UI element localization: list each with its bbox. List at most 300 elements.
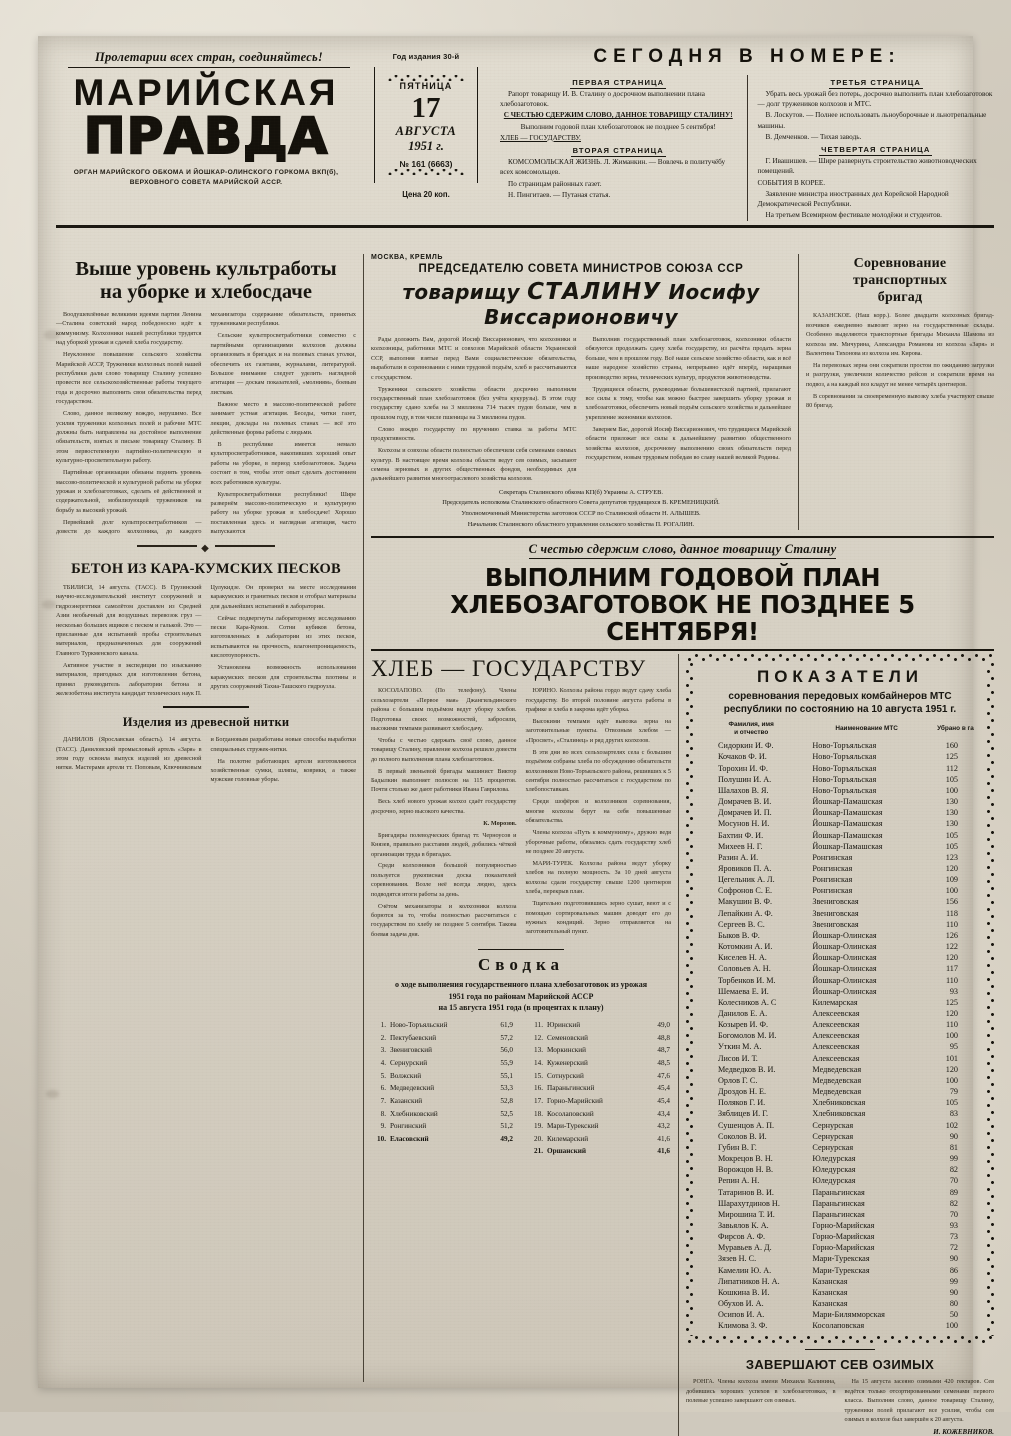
cell-hectares: 81 (949, 1142, 958, 1152)
cell-name: Богомолов М. И. (718, 1031, 777, 1041)
cell-district: Ронгинский (390, 1122, 427, 1131)
main-banner (371, 536, 994, 651)
pokazateli-subtitle (692, 690, 988, 716)
cell-index: 6. (380, 1084, 386, 1093)
cell-name: Лепайкин А. Ф. (718, 908, 773, 918)
table-row (692, 1041, 988, 1052)
paragraph: Первейший долг культпросветработников — довести до каждого колхозника, до каждого механизатора содержание обязательств, принятых тружениками республики. (56, 310, 356, 536)
cell-mts: Йошкар-Олинская (812, 986, 877, 996)
cell-index: 7. (380, 1096, 386, 1105)
svodka-sub-line1: о ходе выполнения государственного плана хлебозаготовок из урожая (394, 980, 648, 990)
table-row (692, 818, 988, 829)
table-row (692, 1320, 988, 1331)
cell-hectares: 99 (949, 1276, 958, 1286)
cell-hectares: 100 (945, 785, 958, 795)
cell-percent: 56,0 (500, 1046, 513, 1055)
paragraph: Сейчас подвергнуты лабораторному исследованию пески Кара-Кумов. Сотни кубиков бетона, изготовленных в лаборатории из этих песков, испытываются на прочность, влагонепроницаемость, кислотоупорность. (210, 614, 356, 660)
today-item: Рапорт товарищу И. В. Сталину о досрочном выполнении плана хлебозаготовок. (500, 90, 705, 109)
column-separator (798, 254, 799, 530)
today-item: В. Лоскутов. — Полнее использовать льноуборочные и льнотрепальные машины. (757, 111, 987, 130)
cell-percent: 43,2 (657, 1122, 670, 1131)
cell-index: 21. (534, 1147, 543, 1156)
table-row (692, 997, 988, 1008)
cell-name: Татаринов В. И. (718, 1187, 774, 1197)
table-row (371, 1019, 514, 1032)
ozimye-body (686, 1377, 994, 1424)
table-row (371, 1057, 514, 1070)
cell-percent: 41,6 (657, 1147, 670, 1156)
cell-hectares: 73 (949, 1232, 958, 1242)
cell-name: Торохин И. Ф. (718, 763, 768, 773)
signature: Начальник Сталинского областного управления сельского хозяйства П. РОГАЛИН. (467, 520, 695, 528)
paragraph: Воодушевлённые великими идеями партии Ленина—Сталина советский народ победоносно идёт к коммунизму. Колхозники нашей республики трудятся над уборкой урожая и сдачей хлеба государству. (56, 310, 202, 347)
table-row (692, 919, 988, 930)
cell-district: Сернурский (390, 1058, 428, 1067)
cell-hectares: 105 (945, 774, 958, 784)
table-row (528, 1032, 671, 1045)
paragraph: Активное участие в экспедиции по изысканию материалов, пригодных для изготовления бетона, принял руководитель лаборатории бетона и железобетона института кандидат технических наук П. Цулукидзе. Он проверил на месте исследования каракумских и гранитных песков и отобрал материалы для дальнейших испытаний в лаборатории. (56, 583, 356, 697)
cell-index: 4. (380, 1058, 386, 1067)
svodka-rule (478, 949, 564, 951)
cell-mts: Звениговская (812, 908, 859, 918)
pokazateli-frame (686, 661, 994, 1335)
paragraph: ДАНИЛОВ (Ярославская область). 14 августа. (ТАСС). Даниловский промысловый артель «Заря» в этом году освоила выпуск изделий из древесной нитки. Мастерами артели тт. Поповым, Ключниковым и Богдановым разработаны новые способы выработки специальных стружек-нитки. (56, 736, 356, 772)
today-item: В. Демченков. — Тихая заводь. (765, 132, 862, 141)
table-row (692, 1153, 988, 1164)
cell-mts: Параньгинская (812, 1209, 865, 1219)
cell-hectares: 112 (946, 763, 958, 773)
addressee-name: СТАЛИНУ (527, 279, 662, 305)
cell-mts: Хлебниковская (812, 1098, 866, 1108)
table-row (692, 941, 988, 952)
paragraph: Весь хлеб нового урожая колхоз сдаёт государству досрочно, зерно высокого качества. (371, 798, 517, 815)
table-row (371, 1032, 514, 1045)
table-row (528, 1095, 671, 1108)
wavy-rule-left (686, 661, 693, 1335)
table-row (528, 1108, 671, 1121)
today-item: КОМСОМОЛЬСКАЯ ЖИЗНЬ. Л. Жиманкин. — Вовлечь в политучёбу всех комсомольцев. (500, 158, 726, 177)
ozimye-rule (805, 1349, 875, 1351)
paragraph: Высокими темпами идёт вывозка зерна на заготовительные пункты. Отвозным хлебом — «Просвет», «Сталинец» и ряд других колхозов. (525, 718, 671, 744)
cell-mts: Юледурская (812, 1165, 856, 1175)
cell-index: 12. (534, 1033, 543, 1042)
cell-hectares: 70 (949, 1209, 958, 1219)
table-row (692, 1175, 988, 1186)
beton-article-headline: БЕТОН ИЗ КАРА-КУМСКИХ ПЕСКОВ (71, 560, 341, 577)
table-row (692, 796, 988, 807)
cell-name: Обухов И. А. (718, 1299, 764, 1309)
paragraph: На перевозках зерна они сократили простои по ожиданию загрузки и разгрузки, увеличили количество рейсов и сократили время на подвоз, а на каждый воз кладут не менее четырёх центнеров. (806, 362, 994, 388)
section-rule (163, 706, 249, 708)
cell-name: Полушин И. А. (718, 774, 772, 784)
date-block (362, 46, 490, 199)
svodka-title: Сводка (478, 955, 564, 975)
paragraph: Бригадиры полеводческих бригад тт. Черноусов и Князев, правильно расставив людей, добились чёткой организации труда в бригадах. (371, 831, 517, 858)
wavy-rule-bottom (686, 1336, 994, 1343)
paragraph: Слово, данное великому вождю, нерушимо. Все усилия труженики колхозных полей и рабочие МТС должны быть направлены на достойное выполнение обязательств, взятых в письме товарищу Сталину. В этом первостепенную партийно-политическую и культурно-просветительную работу. (56, 410, 202, 465)
cell-name: Михеев Н. Г. (718, 841, 763, 851)
cell-hectares: 80 (949, 1299, 958, 1309)
cell-mts: Йошкар-Памашская (812, 830, 883, 840)
cell-mts: Параньгинская (812, 1187, 865, 1197)
page4-head: ЧЕТВЕРТАЯ СТРАНИЦА (821, 145, 931, 155)
cell-hectares: 123 (945, 852, 958, 862)
cell-percent: 53,3 (500, 1084, 513, 1093)
cell-hectares: 101 (945, 1053, 958, 1063)
paragraph: ТБИЛИСИ, 14 августа. (ТАСС). В Грузинский научно-исследовательский институт сооружений и гидроэнергетики самолётом доставлен из Средней Азии необычный для воздушных перевозок груз — несколько больших ящиков с песком и галькой. Это — присланные для испытаний пробы строительных материалов, предназначенных для сооружений Главного Туркменского канала. (56, 583, 202, 657)
cell-mts: Медведевская (812, 1064, 862, 1074)
banner-subhead: ХЛЕБ — ГОСУДАРСТВУ (371, 656, 647, 682)
wavy-rule-right (987, 661, 994, 1335)
table-row (692, 1220, 988, 1231)
today-item: Выполним годовой план хлебозаготовок не позднее 5 сентября! (520, 122, 716, 131)
column-left (56, 254, 356, 1382)
cell-name: Шарахутдинов Н. (718, 1198, 780, 1208)
cell-district: Сотнурский (547, 1071, 584, 1080)
cell-mts: Сернурская (812, 1120, 854, 1130)
cell-percent: 47,6 (657, 1071, 670, 1080)
table-row (692, 1064, 988, 1075)
cell-mts: Сернурская (812, 1131, 854, 1141)
paragraph: ЮРИНО. Колхозы района гордо ведут сдачу хлеба государству. Во второй половине августа работы в графике и хлеба в закрома идёт уборка. (525, 687, 671, 714)
table-row (692, 830, 988, 841)
cell-mts: Юледурская (812, 1154, 856, 1164)
beton-article-body (56, 583, 356, 699)
paragraph: Партийные организации обязаны поднять уровень массово-политической и культурной работы на уборке урожая и хлебозаготовках, сделать её действенной и содержательной, мобилизующей тружеников на борьбу за высокий урожай. (56, 469, 202, 514)
today-in-issue (490, 46, 994, 221)
culture-article-body (56, 310, 356, 538)
cell-district: Килемарский (547, 1134, 589, 1143)
cell-name: Разин А. И. (718, 852, 759, 862)
table-row (692, 874, 988, 885)
cell-name: Быков В. Ф. (718, 930, 760, 940)
signature: Председатель исполкома Сталинского областного Совета депутатов трудящихся В. КРЕМЕНИЦКИЙ. (442, 499, 720, 507)
cell-name: Мокрецов В. Н. (718, 1154, 773, 1164)
cell-mts: Казанская (812, 1276, 848, 1286)
cell-name: Шемаева Е. И. (718, 986, 769, 996)
cell-hectares: 86 (949, 1265, 958, 1275)
pokazateli-table (692, 720, 988, 1331)
today-item: По страницам районных газет. (508, 179, 602, 188)
cell-hectares: 110 (946, 919, 958, 929)
cell-mts: Горно-Марийская (812, 1243, 875, 1253)
paragraph: Трудящиеся области, руководимые большевистской партией, прилагают все силы к тому, чтобы как можно быстрее завершить уборку урожая и хлебозаготовки, обеспечить новый подъём сельского хозяйства и дальнейшее укрепление экономики колхозов. (585, 385, 791, 421)
culture-article-headline (56, 258, 356, 304)
cell-mts: Ново-Торъяльская (812, 752, 877, 762)
cell-mts: Мари-Турекская (812, 1265, 870, 1275)
cell-district: Пектубаевский (390, 1033, 437, 1042)
cell-hectares: 100 (945, 1075, 958, 1085)
paragraph: РОНГА. Члены колхоза имени Михаила Калинина, добившись хороших успехов в хлебозаготовках, в полевые успешно завершают сев озимых. (686, 1378, 836, 1405)
cell-mts: Ронгинская (812, 863, 853, 873)
cell-hectares: 90 (949, 1131, 958, 1141)
cell-index: 1. (380, 1020, 386, 1029)
headline-line-2: на уборке и хлебосдаче (100, 280, 312, 303)
paper-blotch (46, 1090, 59, 1098)
table-row (692, 763, 988, 774)
table-row (692, 1019, 988, 1030)
paper-title-line1: МАРИЙСКАЯ (73, 72, 339, 113)
cell-index: 8. (380, 1109, 386, 1118)
table-row (692, 1120, 988, 1131)
cell-mts: Сернурская (812, 1142, 854, 1152)
cell-name: Котомкин А. И. (718, 942, 773, 952)
ozimye-byline: И. КОЖЕВНИКОВ. (933, 1428, 994, 1436)
cell-name: Зязев Н. С. (718, 1254, 757, 1264)
cell-name: Соколов В. И. (718, 1131, 767, 1141)
table-row (692, 807, 988, 818)
cell-name: Домрачев И. П. (718, 808, 772, 818)
cell-hectares: 95 (949, 1042, 958, 1052)
cell-mts: Йошкар-Олинская (812, 964, 877, 974)
table-row (528, 1070, 671, 1083)
cell-name: Репин А. Н. (718, 1176, 760, 1186)
cell-district: Казанский (390, 1096, 423, 1105)
paragraph: Неуклонное повышение сельского хозяйства Марийской АССР, Труженики колхозных полей нашей республики дали слово товарищу Сталину успешно провести все сельскохозяйственные работы текущего года и досрочно выполнить свои обязательства перед государством. (56, 351, 202, 406)
table-row (692, 1298, 988, 1309)
cell-district: Юринский (547, 1020, 581, 1029)
date-box (374, 67, 478, 183)
cell-mts: Килемарская (812, 997, 858, 1007)
cell-name: Сидоркин И. Ф. (718, 741, 774, 751)
signature: Секретарь Сталинского обкома КП(б) Украины А. СТРУЕВ. (499, 488, 663, 496)
subtitle-line2: республики по состоянию на 10 августа 1951 г. (723, 704, 957, 716)
table-row (371, 1070, 514, 1083)
cell-name: Кочаков Ф. И. (718, 752, 767, 762)
stalin-letter (371, 254, 791, 530)
signature: Уполномоченный Министерства заготовок СССР по Сталинской области Н. АЛЫШЕВ. (461, 510, 701, 518)
cell-percent: 55,1 (500, 1071, 513, 1080)
cell-index: 13. (534, 1046, 543, 1055)
page2-head: ВТОРАЯ СТРАНИЦА (572, 146, 664, 156)
letter-dateline: МОСКВА, КРЕМЛЬ (371, 254, 444, 261)
table-row (371, 1044, 514, 1057)
cell-mts: Звениговская (812, 897, 859, 907)
cell-hectares: 83 (949, 1109, 958, 1119)
cell-name: Софронов С. Е. (718, 886, 773, 896)
cell-hectares: 100 (945, 1321, 958, 1331)
cell-index: 15. (534, 1071, 543, 1080)
cell-index: 11. (534, 1020, 543, 1029)
page-body (56, 254, 994, 1436)
cell-hectares: 156 (945, 897, 958, 907)
paragraph: Счётом механизаторы и колхозники колхоза борются за то, чтобы полностью рассчитаться с государством по хлебу не позднее 5 сентября. Такова боевая задача дня. (371, 902, 517, 938)
svodka-sub-line2: 1951 года по районам Марийской АССР (448, 991, 594, 1001)
cell-percent: 52,8 (500, 1096, 513, 1105)
col-header-mts: Наименование МТС (835, 725, 898, 733)
headline-line-1: Соревнование (853, 256, 947, 271)
paragraph: Культпросветработники республики! Шире развернём массово-политическую и культурную работу на уборке урожая и хлебосдаче! Хорошо поставленная здесь и наглядная агитация, часто выпускаются (210, 490, 356, 536)
pokazateli-title: ПОКАЗАТЕЛИ (756, 667, 924, 687)
cell-hectares: 93 (949, 986, 958, 996)
cell-percent: 51,2 (500, 1122, 513, 1131)
cell-hectares: 100 (945, 1031, 958, 1041)
letter-recipient-title: ПРЕДСЕДАТЕЛЮ СОВЕТА МИНИСТРОВ СОЮЗА ССР (418, 263, 744, 275)
table-row (528, 1019, 671, 1032)
table-row (692, 1209, 988, 1220)
cell-hectares: 79 (949, 1087, 958, 1097)
cell-hectares: 90 (949, 1287, 958, 1297)
cell-mts: Ронгинская (812, 875, 853, 885)
cell-mts: Алексеевская (812, 1009, 860, 1019)
svodka-table-left (371, 1019, 514, 1146)
cell-name: Орлов Г. С. (718, 1075, 758, 1085)
cell-percent: 45,4 (657, 1096, 670, 1105)
cell-name: Медведков В. И. (718, 1064, 776, 1074)
letter-body (371, 335, 791, 484)
slogan: Пролетарии всех стран, соединяйтесь! (68, 50, 350, 68)
table-row (692, 852, 988, 863)
cell-name: Лисов И. Т. (718, 1053, 758, 1063)
cell-name: Поляков Г. И. (718, 1098, 766, 1108)
cell-district: Мари-Турекский (547, 1122, 599, 1131)
cell-hectares: 125 (945, 997, 958, 1007)
table-row (692, 963, 988, 974)
cell-name: Уткин М. А. (718, 1042, 762, 1052)
cell-hectares: 120 (945, 1064, 958, 1074)
cell-mts: Горно-Марийская (812, 1220, 875, 1230)
cell-name: Яровиков П. А. (718, 863, 772, 873)
banner-headline: ВЫПОЛНИМ ГОДОВОЙ ПЛАН ХЛЕБОЗАГОТОВОК НЕ ПОЗДНЕЕ 5 СЕНТЯБРЯ! (450, 563, 915, 647)
cell-hectares: 130 (945, 819, 958, 829)
cell-district: Звениговский (390, 1046, 432, 1055)
cell-mts: Звениговская (812, 919, 859, 929)
cell-hectares: 120 (945, 863, 958, 873)
cell-hectares: 117 (946, 964, 958, 974)
cell-hectares: 160 (945, 741, 958, 751)
cell-district: Еласовский (390, 1134, 429, 1143)
table-row (371, 1108, 514, 1121)
cell-name: Колесников А. С (718, 997, 777, 1007)
table-row (692, 1142, 988, 1153)
paper-blotch (44, 330, 60, 340)
paragraph: Выполнив государственный план хлебозаготовок, колхозники области обязуются продолжать сдачу хлеба государству, из расчёта продать зерна больше, чем в прошлом году. Всё наше сельское хозяйство области, как и всё наше народное хозяйство страны, непрерывно идёт вперёд, наращивая производство зерна, технических культур, продуктов животноводства. (585, 336, 791, 381)
cell-hectares: 102 (945, 1120, 958, 1130)
paragraph: Рады доложить Вам, дорогой Иосиф Виссарионович, что колхозники и колхозницы, работники МТС и совхозов Марийской области Украинской ССР, выполняя взятые перед Вами социалистические обязательства, выработали в соревновании с ними трудовой подъём, хлеб и рассчитываются с государством. (371, 336, 577, 381)
today-item: СОБЫТИЯ В КОРЕЕ. (757, 178, 826, 187)
table-row (692, 1276, 988, 1287)
cell-percent: 48,8 (657, 1033, 670, 1042)
cell-index: 17. (534, 1096, 543, 1105)
masthead-rule (56, 225, 994, 227)
cell-name: Макушин В. Ф. (718, 897, 773, 907)
cell-percent: 57,2 (500, 1033, 513, 1042)
cell-mts: Параньгинская (812, 1198, 865, 1208)
table-row (371, 1133, 514, 1146)
table-header-row (692, 720, 988, 740)
paper-blotch (42, 600, 56, 609)
cell-hectares: 122 (945, 942, 958, 952)
today-item: Н. Пингитаев. — Путаная статья. (508, 190, 611, 199)
paragraph: Среди шофёров и колхозников соревнования, многие колхозы берут на себя повышенные обязательства. (525, 798, 671, 825)
today-item: На третьем Всемирном фестивале молодёжи и студентов. (765, 211, 942, 220)
table-row (692, 1198, 988, 1209)
paper-sheet (38, 36, 994, 1436)
cell-name: Козырев И. Ф. (718, 1020, 769, 1030)
cell-mts: Мари-Билямморская (812, 1310, 885, 1320)
paragraph: В эти дни во всех сельхозартелях села с большим подъёмом собраны хлеба по обсуждению обязательств колхозников Ново-Торъяльского района, решивших к 5 сентября полностью рассчитаться с государством по хлебопоставкам. (525, 748, 671, 794)
col-header-name: Фамилия, имя и отчество (728, 721, 774, 737)
table-row (528, 1145, 671, 1158)
competition-body (806, 311, 994, 410)
paragraph: Труженики сельского хозяйства области досрочно выполнили государственный план хлебозаготовок (без учёта кукурузы). В этом году государству сдано хлеба на 3 миллиона 714 тысяч пудов больше, чем в прошлом году, в том числе пшеницы на 3 миллиона пудов. (371, 385, 577, 421)
paragraph: Заверяем Вас, дорогой Иосиф Виссарионович, что трудящиеся Марийской области приложат все силы к дальнейшему развитию общественного хозяйства колхозов, досрочному выполнению своих обязательств перед государством, новым трудовым победам во славу нашей великой Родины. (585, 425, 791, 462)
cell-mts: Казанская (812, 1299, 848, 1309)
cell-index: 14. (534, 1058, 543, 1067)
cell-percent: 48,5 (657, 1058, 670, 1067)
svodka-subtitle (371, 979, 671, 1013)
cell-district: Куженерский (547, 1058, 588, 1067)
table-row (692, 785, 988, 796)
cell-mts: Горно-Марийская (812, 1232, 875, 1242)
today-item: ХЛЕБ — ГОСУДАРСТВУ. (500, 133, 581, 142)
table-row (692, 1108, 988, 1119)
table-row (692, 1265, 988, 1276)
cell-index: 3. (380, 1046, 386, 1055)
cell-percent: 43,4 (657, 1109, 670, 1118)
column-separator (363, 254, 364, 1382)
cell-mts: Медведевская (812, 1075, 862, 1085)
table-row (692, 1008, 988, 1019)
cell-district: Медведевский (390, 1084, 435, 1093)
paragraph: МАРИ-ТУРЕК. Колхозы района ведут уборку хлебов на полную мощность. За 10 дней августа колхозы сдали государству свыше 1200 центнеров хлеба, перекрыв план. (525, 859, 671, 896)
table-row (371, 1120, 514, 1133)
cell-percent: 48,7 (657, 1046, 670, 1055)
nitki-article-headline: Изделия из древесной нитки (122, 715, 290, 730)
paragraph: На полотне работающих артели изготовляются хозяйственные сумки, шляпы, коврики, а также мужские головные уборы. (210, 757, 356, 784)
addressee-patronymic: Иосифу Виссарионовичу (484, 280, 760, 329)
table-row (692, 1131, 988, 1142)
cell-mts: Йошкар-Олинская (812, 942, 877, 952)
paragraph: КАЗАНСКОЕ. (Наш корр.). Более двадцати колхозных бригад-возчиков ежедневно вывозят зерно на государственные склады. Особенно выделяются транспортные бригады Михаила Шамова из колхоза им. Мичурина, Александра Романова из колхоза «Заря» и Валентина Тихонова из колхоза им. Кирова. (806, 312, 994, 358)
pokazateli-block (686, 654, 994, 1436)
cell-percent: 45,4 (657, 1084, 670, 1093)
today-item: Г. Ивашишев. — Шире развернуть строительство животноводческих помещений. (757, 157, 977, 176)
paragraph: Члены колхоза «Путь к коммунизму», дружно ведя уборочные работы, обязались сдать государству хлеб не позднее 20 августа. (525, 829, 671, 856)
cell-hectares: 110 (946, 975, 958, 985)
table-row (692, 975, 988, 986)
cell-hectares: 105 (945, 841, 958, 851)
cell-name: Сушенцов А. П. (718, 1120, 775, 1130)
paper-title-line2: ПРАВДА (83, 107, 329, 165)
table-row (692, 930, 988, 941)
addressee-prefix: товарищу (402, 280, 520, 304)
cell-index: 9. (380, 1122, 386, 1131)
price-label: Цена 20 коп. (402, 190, 450, 200)
headline-line-3: бригад (877, 289, 923, 305)
cell-percent: 61,9 (500, 1020, 513, 1029)
cell-name: Сергеев В. С. (718, 919, 765, 929)
year-line: 1951 г. (408, 139, 444, 154)
cell-district: Ново-Торъяльский (390, 1020, 448, 1029)
cell-district: Косолаповский (547, 1109, 594, 1118)
table-row (528, 1133, 671, 1146)
cell-name: Мосунов Н. И. (718, 819, 770, 829)
ozimye-headline: ЗАВЕРШАЮТ СЕВ ОЗИМЫХ (745, 1357, 935, 1373)
table-row (692, 1075, 988, 1086)
letter-addressee (371, 279, 791, 329)
cell-percent: 41,6 (657, 1134, 670, 1143)
cell-percent: 52,5 (500, 1109, 513, 1118)
cell-mts: Йошкар-Олинская (812, 930, 877, 940)
subtitle-line1: соревнования передовых комбайнеров МТС (728, 691, 952, 703)
cell-name: Кошкина В. И. (718, 1287, 770, 1297)
today-column-left (500, 75, 747, 221)
table-row (692, 1242, 988, 1253)
masthead-title-block (56, 46, 362, 187)
today-item: С ЧЕСТЬЮ СДЕРЖИМ СЛОВО, ДАННОЕ ТОВАРИЩУ СТАЛИНУ! (503, 111, 733, 120)
competition-article (806, 254, 994, 530)
